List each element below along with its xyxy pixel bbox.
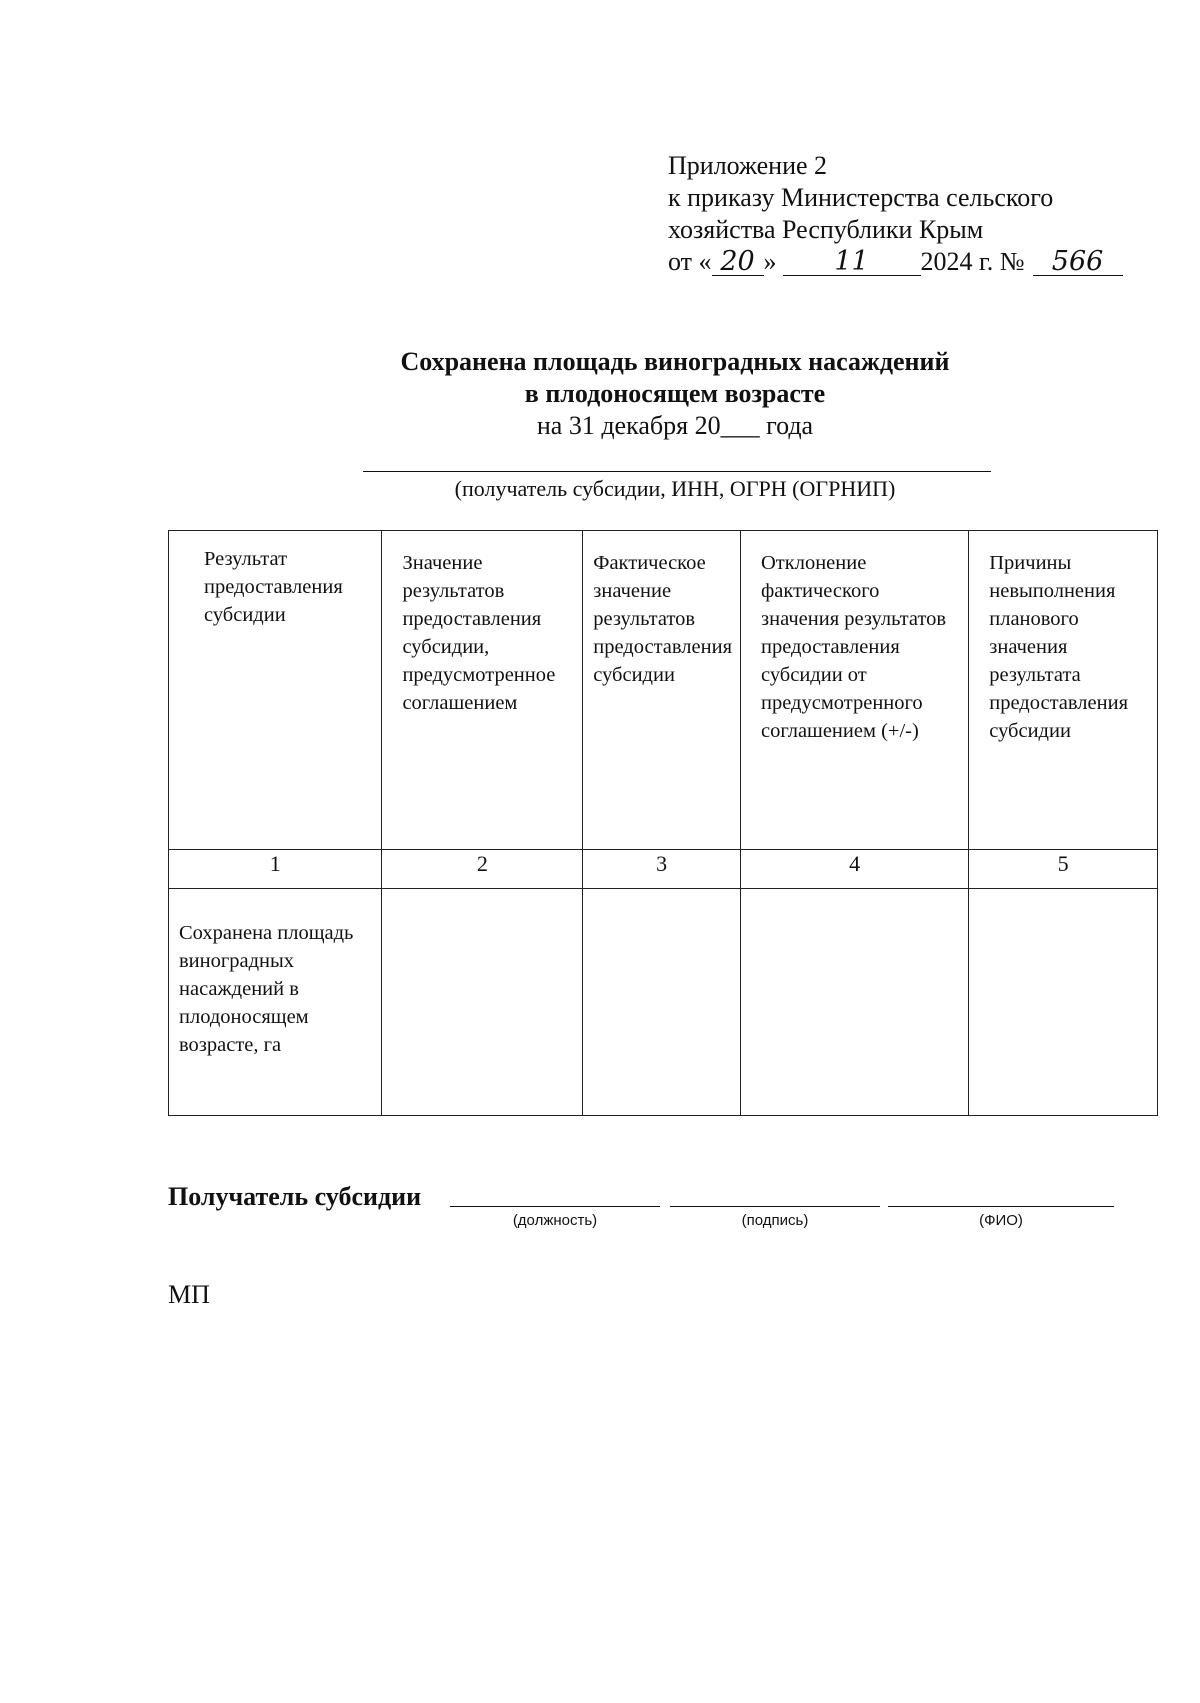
- appendix-order-line: к приказу Министерства сельского: [668, 183, 1054, 212]
- title-line-1: Сохранена площадь виноградных насаждений: [400, 347, 950, 376]
- results-table: [168, 530, 1158, 1116]
- title-date-line: на 31 декабря 20___ года: [536, 411, 814, 440]
- header-cell: Причины невыполнения планового значения результата предоставления субсидии: [969, 531, 1158, 850]
- name-caption: (ФИО): [979, 1212, 1023, 1229]
- date-day-handwritten: 20: [712, 249, 764, 276]
- column-number: 2: [382, 850, 583, 889]
- date-month-handwritten: 11: [783, 249, 921, 276]
- name-line: [888, 1206, 1114, 1207]
- position-caption: (должность): [512, 1212, 598, 1229]
- table-header-row: [169, 531, 1158, 850]
- position-line: [450, 1206, 660, 1207]
- reasons-cell: [969, 889, 1158, 1116]
- signature-line: [670, 1206, 880, 1207]
- document-title: [300, 346, 1050, 442]
- appendix-block: [668, 150, 1123, 278]
- header-cell: Отклонение фактического значения результатов предоставления субсидии от предусмотренного соглашением (+/-): [741, 531, 969, 850]
- recipient-caption: (получатель субсидии, ИНН, ОГРН (ОГРНИП): [454, 476, 896, 501]
- appendix-title: Приложение 2: [668, 151, 828, 180]
- header-cell: Фактическое значение результатов предоставления субсидии: [583, 531, 741, 850]
- header-cell: Значение результатов предоставления субсидии, предусмотренное соглашением: [382, 531, 583, 850]
- column-number: 1: [169, 850, 382, 889]
- signature-caption: (подпись): [741, 1212, 809, 1229]
- stamp-placeholder: МП: [168, 1280, 210, 1309]
- recipient-fill-line: [363, 471, 991, 472]
- appendix-ministry-line: хозяйства Республики Крым: [668, 215, 984, 244]
- date-prefix: от «: [668, 247, 712, 276]
- planned-value-cell: [382, 889, 583, 1116]
- column-number: 5: [969, 850, 1158, 889]
- appendix-date-line: [668, 246, 1123, 278]
- signature-label: Получатель субсидии: [168, 1182, 422, 1211]
- column-number: 4: [741, 850, 969, 889]
- deviation-cell: [741, 889, 969, 1116]
- actual-value-cell: [583, 889, 741, 1116]
- title-line-2: в плодоносящем возрасте: [524, 379, 826, 408]
- result-cell: Сохранена площадь виноградных насаждений в плодоносящем возрасте, га: [169, 889, 382, 1116]
- date-mid: »: [763, 247, 777, 276]
- column-number: 3: [583, 850, 741, 889]
- table-row: [169, 889, 1158, 1116]
- table-number-row: [169, 850, 1158, 889]
- header-cell: Результат предоставления субсидии: [169, 531, 382, 850]
- date-year: 2024 г. №: [920, 247, 1025, 276]
- order-number-handwritten: 566: [1033, 249, 1123, 276]
